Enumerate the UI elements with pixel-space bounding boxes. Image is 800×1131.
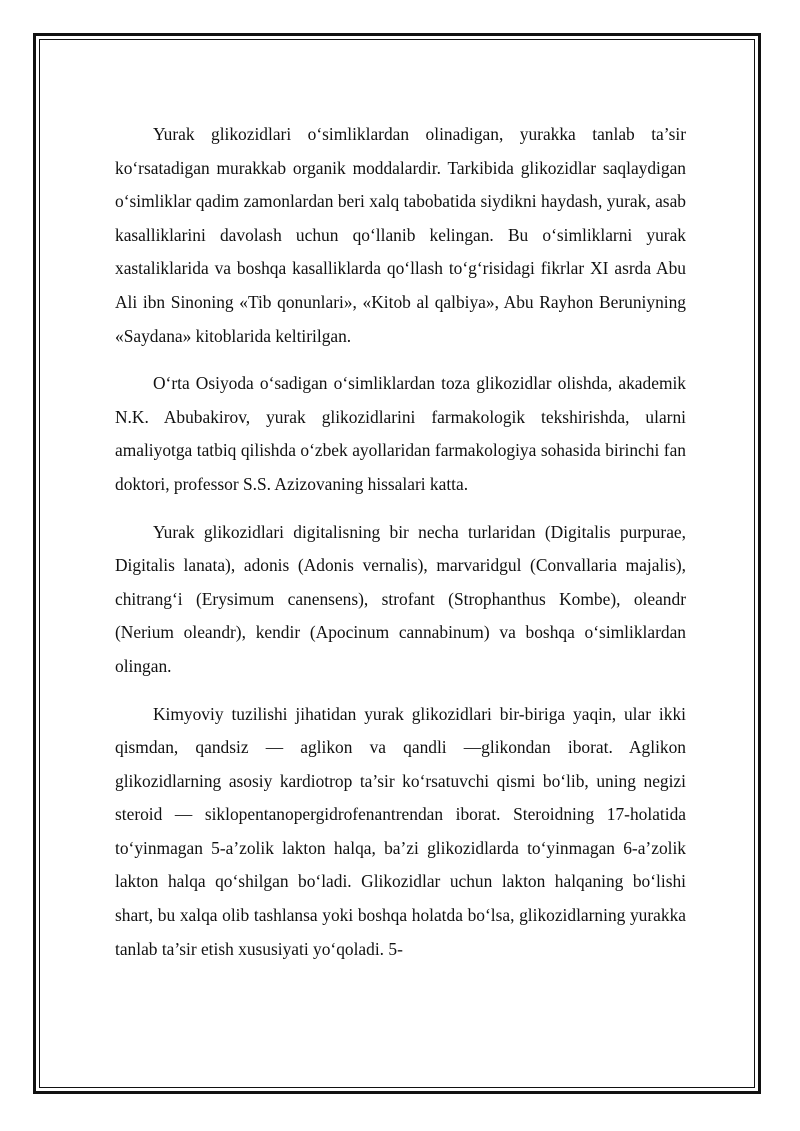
paragraph-2: O‘rta Osiyoda o‘sadigan o‘simliklardan toza glikozidlar olishda, akademik N.K. Abubakirov, yurak glikozidlarini farmakologik tekshirishda, ularni amaliyotga tatbiq qilishda o‘zbek ayollaridan farmakologiya sohasida birinchi fan doktori, professor S.S. Azizovaning hissalari katta. bbox=[115, 373, 686, 494]
document-body bbox=[115, 118, 686, 980]
paragraph-1: Yurak glikozidlari o‘simliklardan olinadigan, yurakka tanlab ta’sir ko‘rsatadigan murakkab organik moddalardir. Tarkibida glikozidlar saqlaydigan o‘simliklar qadim zamonlardan beri xalq tabobatida siydikni haydash, yurak, asab kasalliklarini davolash uchun qo‘llanib kelingan. Bu o‘simliklarni yurak xastaliklarida va boshqa kasalliklarda qo‘llash to‘g‘risidagi fikrlar XI asrda Abu Ali ibn Sinoning «Tib qonunlari», «Kitob al qalbiya», Abu Rayhon Beruniyning «Saydana» kitoblarida keltirilgan. bbox=[115, 124, 686, 346]
paragraph-3: Yurak glikozidlari digitalisning bir necha turlaridan (Digitalis purpurae, Digitalis lanata), adonis (Adonis vernalis), marvaridgul (Convallaria majalis), chitrang‘i (Erysimum canensens), strofant (Strophanthus Kombe), oleandr (Nerium oleandr), kendir (Apocinum cannabinum) va boshqa o‘simliklardan olingan. bbox=[115, 521, 686, 676]
paragraph-4: Kimyoviy tuzilishi jihatidan yurak glikozidlari bir-biriga yaqin, ular ikki qismdan, qandsiz — aglikon va qandli —glikondan iborat. Aglikon glikozidlarning asosiy kardiotrop ta’sir ko‘rsatuvchi qismi bo‘lib, uning negizi steroid — siklopentanopergidrofenantrendan iborat. Steroidning 17-holatida to‘yinmagan 5-a’zolik lakton halqa, ba’zi glikozidlarda to‘yinmagan 6-a’zolik lakton halqa qo‘shilgan bo‘ladi. Glikozidlar uchun lakton halqaning bo‘lishi shart, bu xalqa olib tashlansa yoki boshqa holatda bo‘lsa, glikozidlarning yurakka tanlab ta’sir etish xususiyati yo‘qoladi. 5- bbox=[115, 703, 686, 959]
